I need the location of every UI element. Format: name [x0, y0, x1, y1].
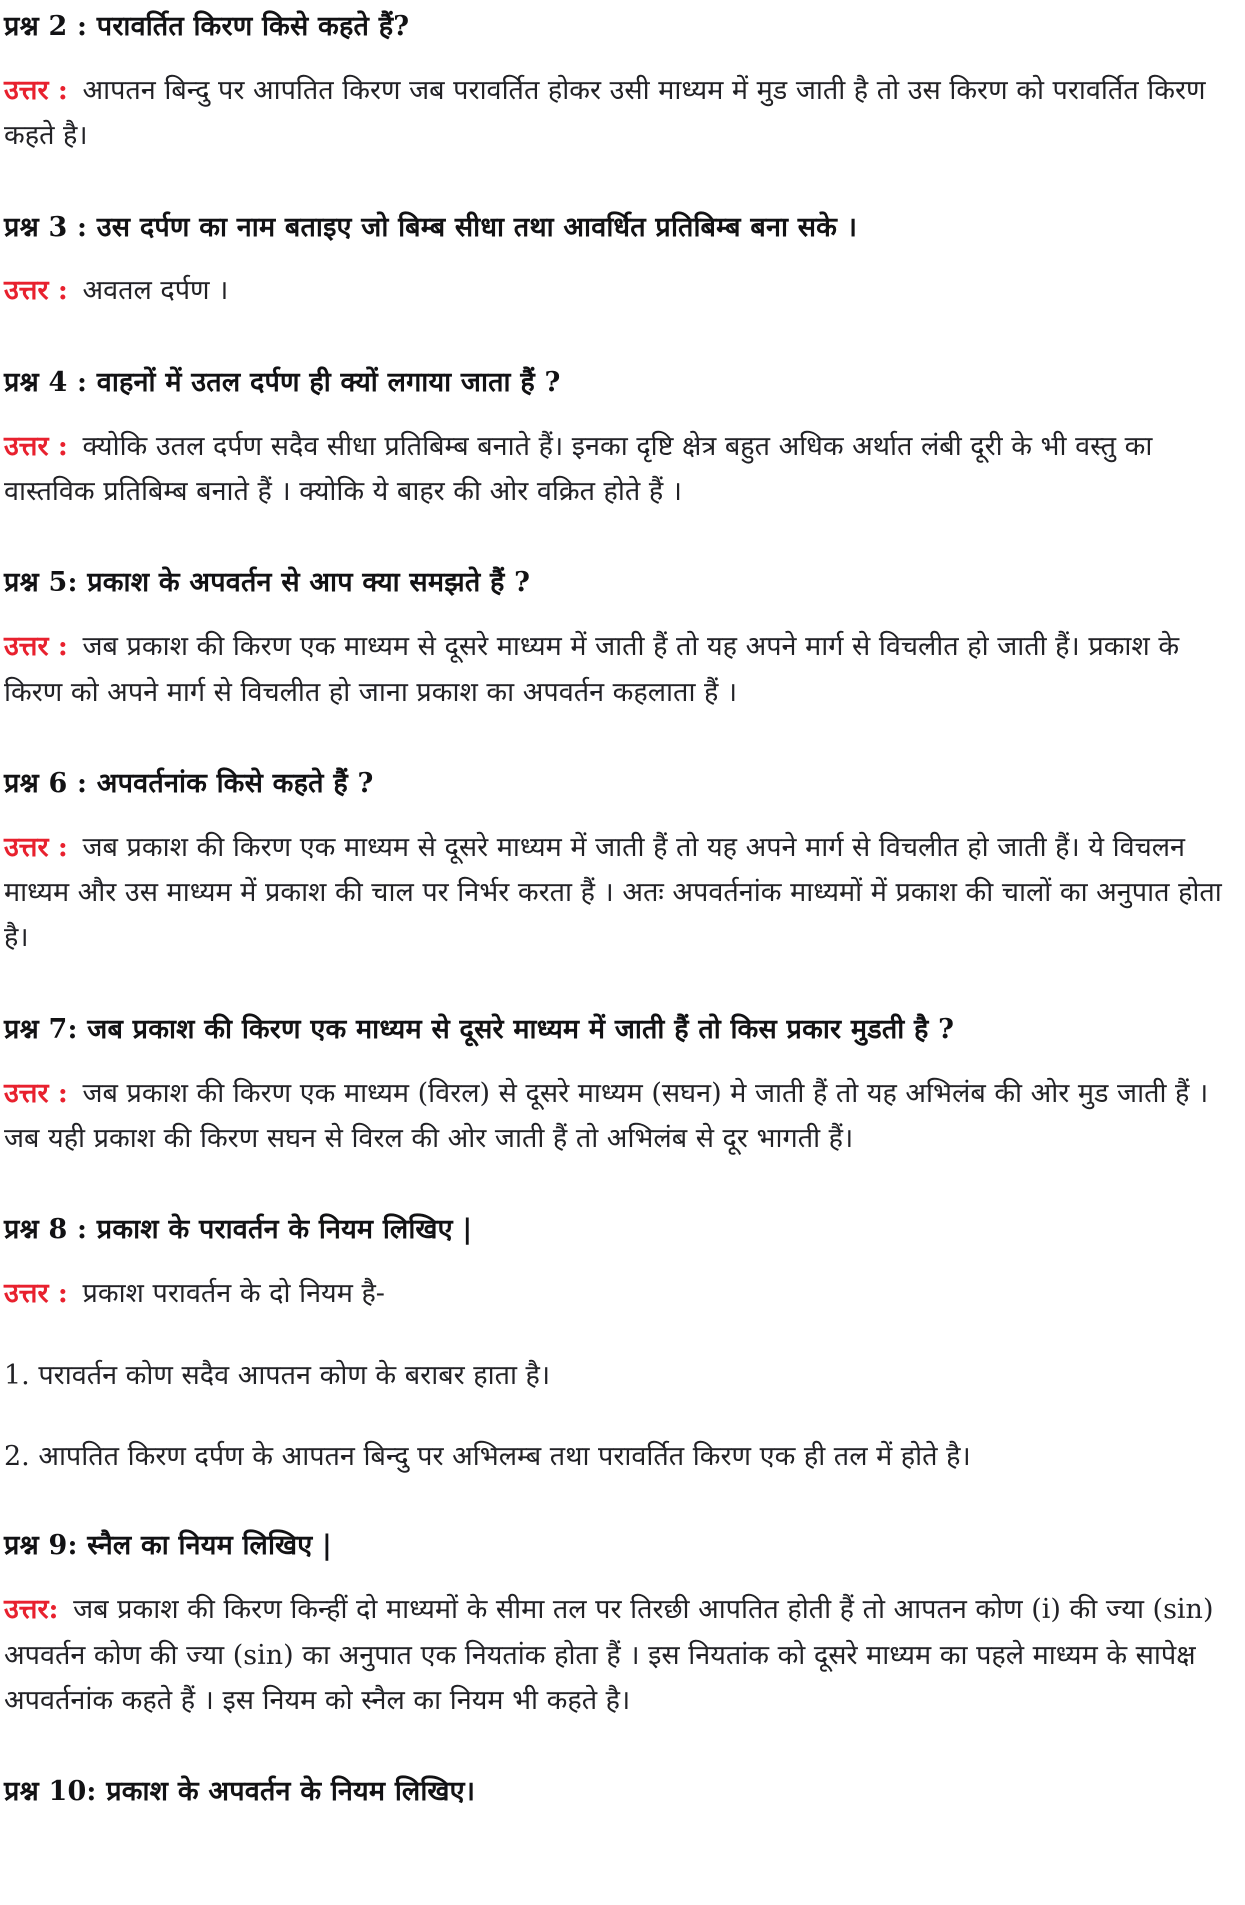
- question-heading: प्रश्न 6 : अपवर्तनांक किसे कहते हैं ?: [4, 767, 374, 799]
- answer-label: उत्तर :: [4, 831, 68, 863]
- qa-block-q9: [4, 1525, 1237, 1723]
- answer-paragraph: [4, 624, 1237, 715]
- answer-text: जब प्रकाश की किरण एक माध्यम से दूसरे माध्यम में जाती हैं तो यह अपने मार्ग से विचलीत हो जाती हैं। ये विचलन माध्यम और उस माध्यम में प्रकाश की चाल पर निर्भर करता हैं । अतः अपवर्तनांक माध्यमों में प्रकाश की चालों का अनुपात होता है।: [4, 831, 1222, 954]
- answer-label: उत्तर:: [4, 1594, 59, 1626]
- answer-label: उत्तर :: [4, 1077, 68, 1109]
- qa-block-q7: [4, 1009, 1237, 1162]
- answer-label: उत्तर :: [4, 631, 68, 663]
- question-heading: प्रश्न 4 : वाहनों में उतल दर्पण ही क्यों लगाया जाता हैं ?: [4, 366, 561, 398]
- qa-block-q5: [4, 562, 1237, 715]
- answer-paragraph: [4, 1071, 1237, 1162]
- answer-text: आपतन बिन्दु पर आपतित किरण जब परावर्तित होकर उसी माध्यम में मुड जाती है तो उस किरण को परावर्तित किरण कहते है।: [4, 74, 1206, 152]
- answer-paragraph: [4, 68, 1237, 159]
- question-heading: प्रश्न 2 : परावर्तित किरण किसे कहते हैं?: [4, 11, 410, 42]
- qa-block-q6: [4, 763, 1237, 961]
- answer-paragraph: [4, 1271, 1237, 1316]
- answer-paragraph: [4, 268, 1237, 313]
- qa-block-q10: [4, 1771, 1237, 1813]
- answer-paragraph: [4, 424, 1237, 515]
- qa-block-q8: [4, 1209, 1237, 1479]
- answer-text: प्रकाश परावर्तन के दो नियम है-: [82, 1278, 385, 1310]
- answer-text: क्योकि उतल दर्पण सदैव सीधा प्रतिबिम्ब बनाते हैं। इनका दृष्टि क्षेत्र बहुत अधिक अर्थात लंबी दूरी के भी वस्तु का वास्तविक प्रतिबिम्ब बनाते हैं । क्योकि ये बाहर की ओर वक्रित होते हैं ।: [4, 430, 1153, 507]
- answer-text: जब प्रकाश की किरण किन्हीं दो माध्यमों के सीमा तल पर तिरछी आपतित होती हैं तो आपतन कोण (i) की ज्या (sin) अपवर्तन कोण की ज्या (sin) का अनुपात एक नियतांक होता हैं । इस नियतांक को दूसरे माध्यम का पहले माध्यम के सापेक्ष अपवर्तनांक कहते हैं । इस नियम को स्नैल का नियम भी कहते है।: [4, 1594, 1214, 1716]
- question-heading: प्रश्न 10: प्रकाश के अपवर्तन के नियम लिखिए।: [4, 1776, 476, 1808]
- question-heading: प्रश्न 5: प्रकाश के अपवर्तन से आप क्या समझते हैं ?: [4, 567, 531, 599]
- question-heading: प्रश्न 3 : उस दर्पण का नाम बताइए जो बिम्ब सीधा तथा आवर्धित प्रतिबिम्ब बना सके ।: [4, 211, 858, 243]
- answer-label: उत्तर :: [4, 275, 68, 307]
- answer-text: जब प्रकाश की किरण एक माध्यम (विरल) से दूसरे माध्यम (सघन) मे जाती हैं तो यह अभिलंब की ओर मुड जाती हैं । जब यही प्रकाश की किरण सघन से विरल की ओर जाती हैं तो अभिलंब से दूर भागती हैं।: [4, 1077, 1209, 1155]
- answer-text: जब प्रकाश की किरण एक माध्यम से दूसरे माध्यम में जाती हैं तो यह अपने मार्ग से विचलीत हो जाती हैं। प्रकाश के किरण को अपने मार्ग से विचलीत हो जाना प्रकाश का अपवर्तन कहलाता हैं ।: [4, 631, 1180, 708]
- qa-block-q2: [4, 6, 1237, 159]
- answer-label: उत्तर :: [4, 430, 68, 462]
- answer-label: उत्तर :: [4, 1278, 68, 1310]
- qa-block-q3: [4, 207, 1237, 314]
- question-heading: प्रश्न 8 : प्रकाश के परावर्तन के नियम लिखिए |: [4, 1214, 473, 1246]
- question-heading: प्रश्न 9: स्नैल का नियम लिखिए |: [4, 1530, 333, 1562]
- answer-label: उत्तर :: [4, 74, 68, 106]
- answer-paragraph: [4, 825, 1237, 961]
- law-item-2: 2. आपतित किरण दर्पण के आपतन बिन्दु पर अभिलम्ब तथा परावर्तित किरण एक ही तल में होते है।: [4, 1440, 971, 1472]
- law-item-1: 1. परावर्तन कोण सदैव आपतन कोण के बराबर हाता है।: [4, 1359, 551, 1391]
- qa-block-q4: [4, 362, 1237, 515]
- answer-paragraph: [4, 1587, 1237, 1723]
- question-heading: प्रश्न 7: जब प्रकाश की किरण एक माध्यम से दूसरे माध्यम में जाती हैं तो किस प्रकार मुडती है ?: [4, 1013, 955, 1045]
- answer-text: अवतल दर्पण ।: [82, 275, 229, 307]
